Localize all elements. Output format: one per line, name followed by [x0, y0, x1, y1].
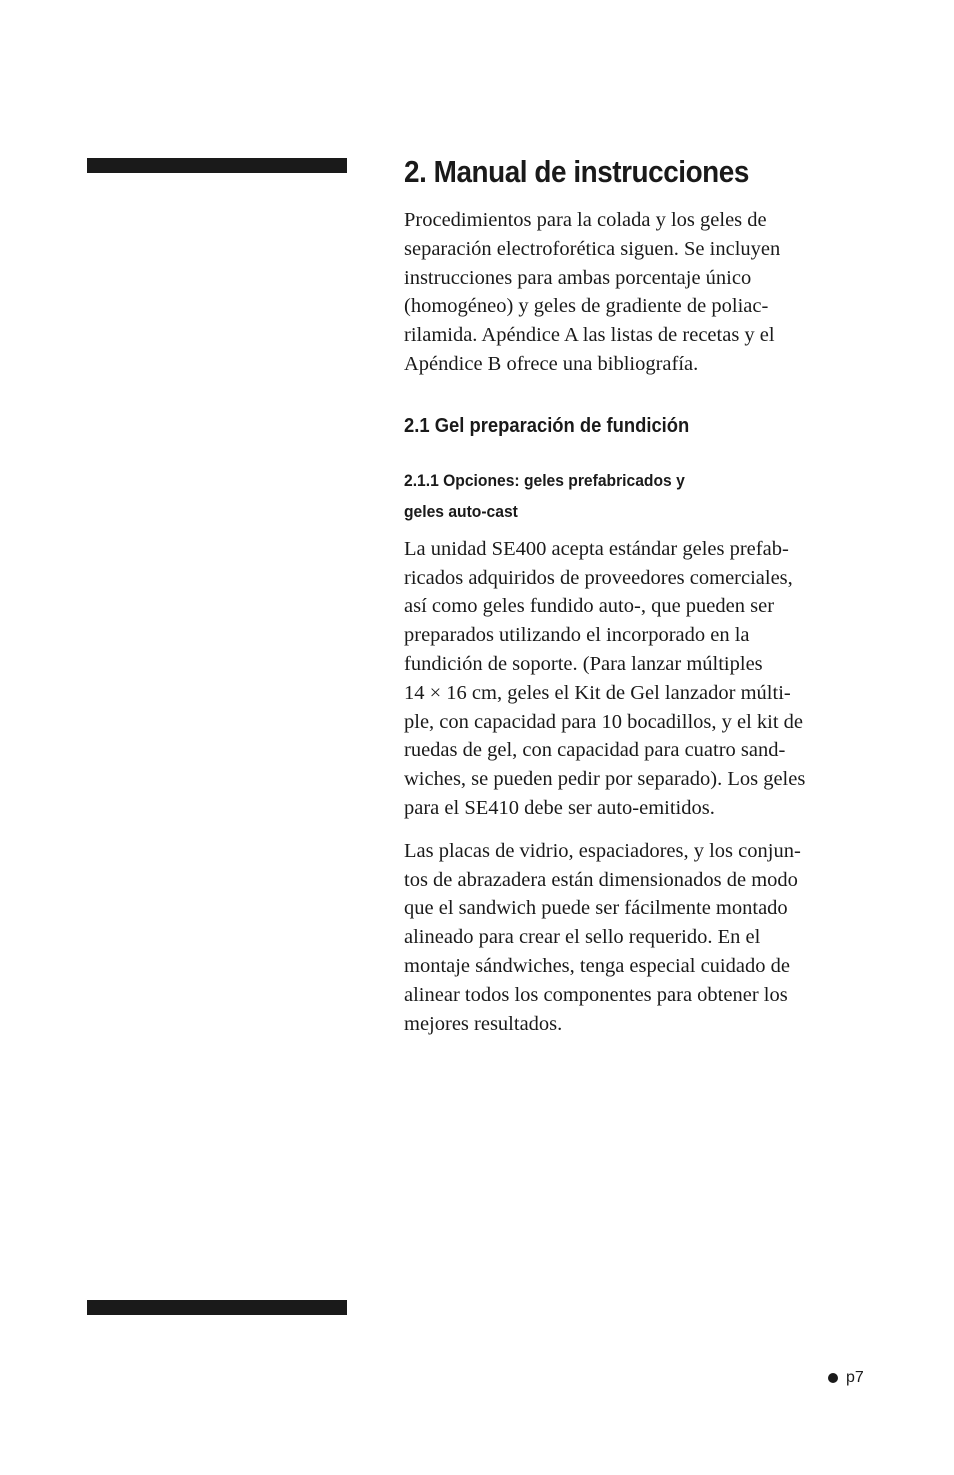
heading-line: geles auto-cast	[404, 501, 518, 521]
body-paragraph-2	[404, 837, 874, 1039]
intro-paragraph	[404, 206, 874, 379]
bottom-rule	[87, 1300, 347, 1315]
text-line: Las placas de vidrio, espaciadores, y los conjun-	[404, 839, 801, 862]
text-line: separación electroforética siguen. Se incluyen	[404, 237, 781, 260]
text-line: para el SE410 debe ser auto-emitidos.	[404, 796, 715, 819]
subsection-heading	[404, 465, 836, 527]
text-line: tos de abrazadera están dimensionados de modo	[404, 868, 798, 891]
text-line: 14 × 16 cm, geles el Kit de Gel lanzador múlti-	[404, 681, 791, 704]
text-line: instrucciones para ambas porcentaje único	[404, 266, 752, 289]
page-title: 2. Manual de instrucciones	[404, 154, 749, 189]
text-line: montaje sándwiches, tenga especial cuidado de	[404, 954, 790, 977]
text-line: ple, con capacidad para 10 bocadillos, y el kit de	[404, 710, 804, 733]
text-line: mejores resultados.	[404, 1012, 563, 1035]
text-line: rilamida. Apéndice A las listas de recetas y el	[404, 324, 775, 347]
main-content	[404, 150, 874, 1038]
text-line: alinear todos los componentes para obtener los	[404, 983, 788, 1006]
text-line: (homogéneo) y geles de gradiente de poliac-	[404, 295, 769, 318]
page-number	[828, 1366, 864, 1390]
text-line: preparados utilizando el incorporado en la	[404, 624, 750, 647]
body-paragraph-1	[404, 535, 874, 823]
text-line: alineado para crear el sello requerido. En el	[404, 926, 761, 949]
text-line: La unidad SE400 acepta estándar geles prefab-	[404, 537, 789, 560]
text-line: Procedimientos para la colada y los geles de	[404, 209, 767, 231]
text-line: así como geles fundido auto-, que pueden ser	[404, 595, 775, 618]
section-heading: 2.1 Gel preparación de fundición	[404, 414, 690, 437]
text-line: wiches, se pueden pedir por separado). Los geles	[404, 768, 806, 791]
bullet-icon	[828, 1373, 838, 1383]
text-line: ricados adquiridos de proveedores comerciales,	[404, 566, 793, 589]
text-line: ruedas de gel, con capacidad para cuatro sand-	[404, 739, 786, 762]
top-rule	[87, 158, 347, 173]
text-line: que el sandwich puede ser fácilmente montado	[404, 897, 788, 920]
text-line: Apéndice B ofrece una bibliografía.	[404, 352, 699, 375]
text-line: fundición de soporte. (Para lanzar múltiples	[404, 652, 763, 675]
page-number-label: p7	[846, 1369, 864, 1386]
heading-line: 2.1.1 Opciones: geles prefabricados y	[404, 470, 685, 490]
